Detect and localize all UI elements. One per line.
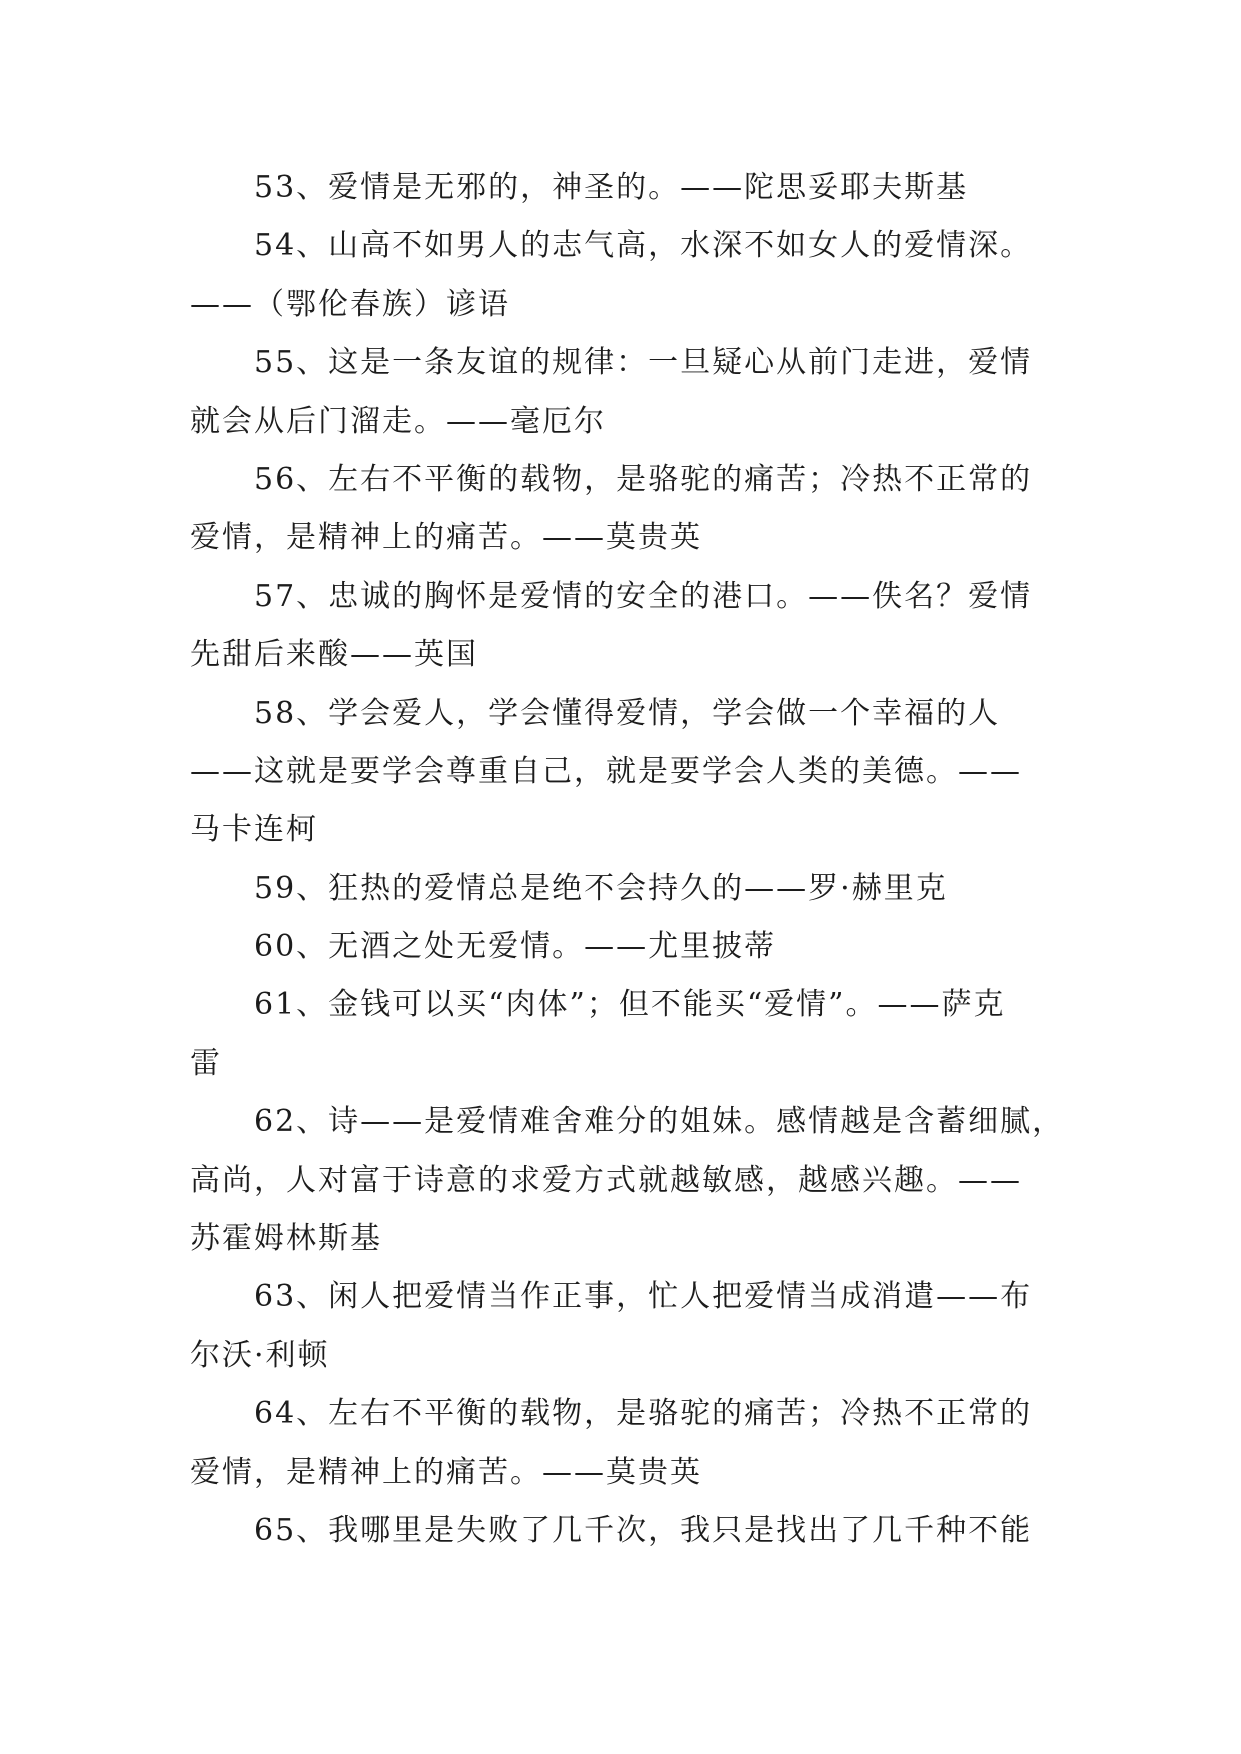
quote-58-line-2: ——这就是要学会尊重自己，就是要学会人类的美德。—— xyxy=(190,753,1022,789)
quote-55-line-1: 55、这是一条友谊的规律：一旦疑心从前门走进，爱情 xyxy=(254,345,1033,381)
quote-58-line-3: 马卡连柯 xyxy=(190,812,318,848)
quote-58-line-1: 58、学会爱人，学会懂得爱情，学会做一个幸福的人 xyxy=(254,695,1001,731)
quote-64-line-1: 64、左右不平衡的载物，是骆驼的痛苦；冷热不正常的 xyxy=(254,1396,1033,1432)
quote-62-line-3: 苏霍姆林斯基 xyxy=(190,1221,382,1257)
quote-61-line-2: 雷 xyxy=(190,1045,222,1081)
quote-64-line-2: 爱情，是精神上的痛苦。——莫贵英 xyxy=(190,1454,702,1490)
quote-56-line-1: 56、左右不平衡的载物，是骆驼的痛苦；冷热不正常的 xyxy=(254,461,1033,497)
quote-62-line-2: 高尚，人对富于诗意的求爱方式就越敏感，越感兴趣。—— xyxy=(190,1162,1022,1198)
quote-63-line-1: 63、闲人把爱情当作正事，忙人把爱情当成消遣——布 xyxy=(254,1279,1033,1315)
quote-57-line-2: 先甜后来酸——英国 xyxy=(190,637,478,673)
quote-59-line-1: 59、狂热的爱情总是绝不会持久的——罗·赫里克 xyxy=(254,870,948,906)
document-body xyxy=(190,159,1070,1560)
quote-61-line-1: 61、金钱可以买“肉体”；但不能买“爱情”。——萨克 xyxy=(254,987,1006,1023)
quote-54-line-2: ——（鄂伦春族）谚语 xyxy=(190,286,510,322)
quote-63-line-2: 尔沃·利顿 xyxy=(190,1337,330,1373)
quote-65-line-1: 65、我哪里是失败了几千次，我只是找出了几千种不能 xyxy=(254,1512,1033,1548)
quote-60-line-1: 60、无酒之处无爱情。——尤里披蒂 xyxy=(254,929,777,965)
quote-54-line-1: 54、山高不如男人的志气高，水深不如女人的爱情深。 xyxy=(254,228,1033,264)
quote-55-line-2: 就会从后门溜走。——毫厄尔 xyxy=(190,403,606,439)
quote-62-line-1: 62、诗——是爱情难舍难分的姐妹。感情越是含蓄细腻， xyxy=(254,1104,1065,1140)
quote-56-line-2: 爱情，是精神上的痛苦。——莫贵英 xyxy=(190,520,702,556)
quote-53-line-1: 53、爱情是无邪的，神圣的。——陀思妥耶夫斯基 xyxy=(254,170,969,205)
quote-57-line-1: 57、忠诚的胸怀是爱情的安全的港口。——佚名？爱情 xyxy=(254,578,1033,614)
